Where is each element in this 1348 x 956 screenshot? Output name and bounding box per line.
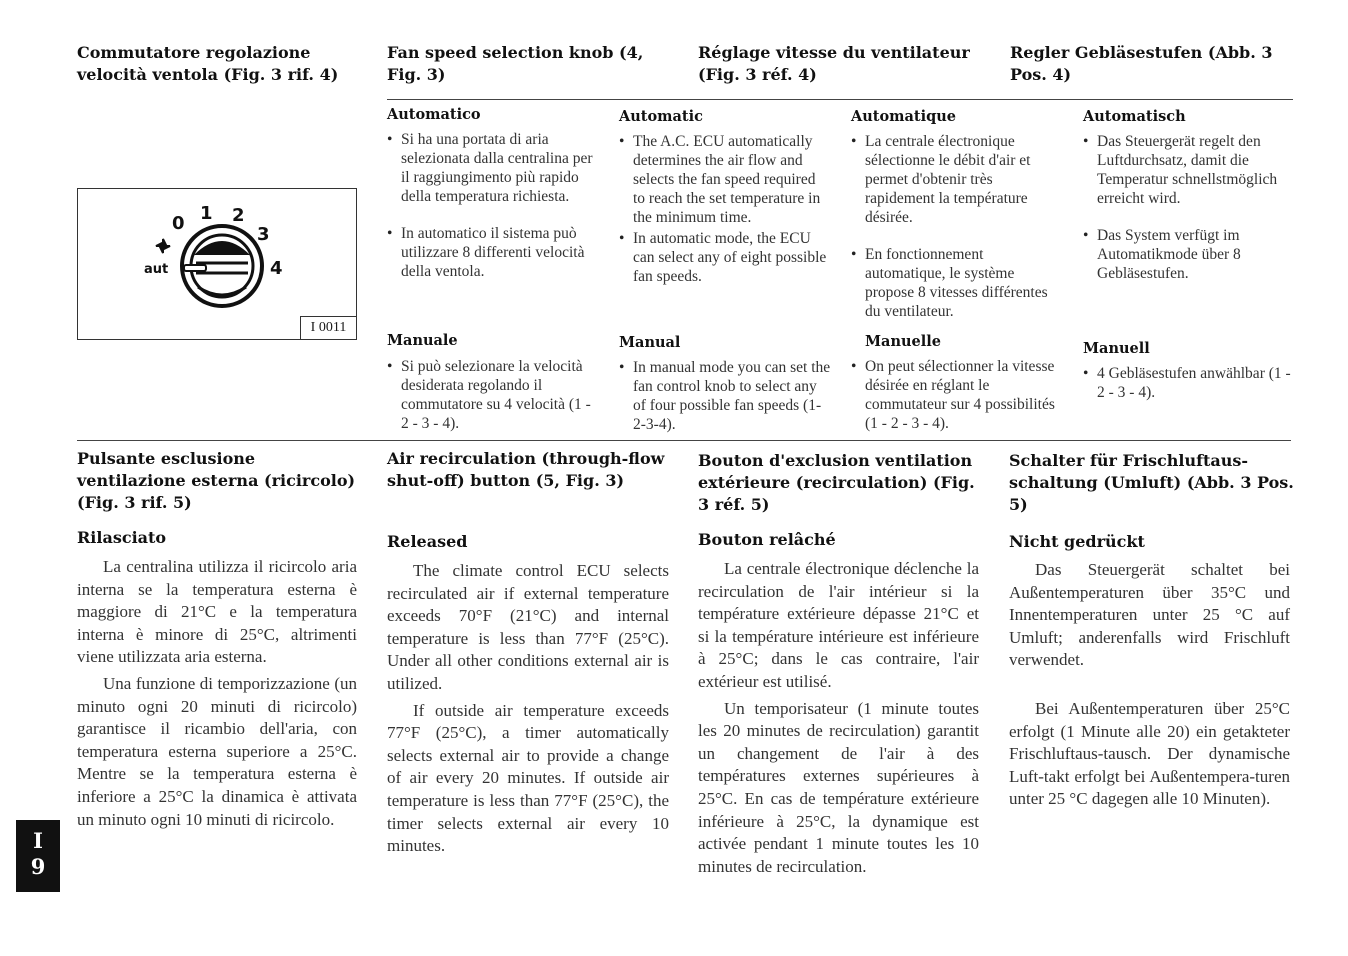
knob-label-2: 2 [232, 205, 245, 226]
heading-fan-speed-it: Commutatore regolazione velocità ventola (Fig. 3 rif. 4) [77, 43, 339, 84]
heading-fan-speed-en: Fan speed selection knob (4, Fig. 3) [387, 43, 644, 84]
automatic-title-de: Automatisch [1083, 108, 1186, 125]
list-item: • In automatic mode, the ECU can select any of eight possible fan speeds. [619, 229, 831, 286]
knob-label-4: 4 [270, 258, 283, 279]
page-tab [16, 820, 60, 892]
automatic-list-it [387, 130, 597, 281]
automatic-list-de [1083, 132, 1295, 283]
heading-recirc-it: Pulsante esclusione ventilazione esterna (ricircolo) (Fig. 3 rif. 5) [77, 449, 356, 512]
body-recirc-en [387, 560, 669, 858]
list-item: • En fonctionnement automatique, le système propose 8 vitesses différentes du ventilateur. [851, 245, 1061, 321]
manual-list-de [1083, 364, 1295, 402]
heading-recirc-de: Schalter für Frischluftaus-schaltung (Umluft) (Abb. 3 Pos. 5) [1009, 451, 1294, 514]
list-item: • The A.C. ECU automatically determines the air flow and selects the fan speed required to reach the set temperature in the minimum time. [619, 132, 831, 227]
body-recirc-it [77, 556, 357, 831]
figure-fan-knob [77, 188, 357, 340]
heading-recirc-en: Air recirculation (through-flow shut-off) button (5, Fig. 3) [387, 449, 665, 490]
manual-list-en [619, 358, 831, 434]
manual-title-en: Manual [619, 334, 681, 351]
knob-label-1: 1 [200, 203, 213, 224]
subtitle-released-fr: Bouton relâché [698, 530, 836, 549]
subtitle-released-de: Nicht gedrückt [1009, 532, 1145, 551]
paragraph: Das Steuergerät schaltet bei Außentemperaturen über 35°C und Innentemperaturen unter 25 °C auf Umluft; anderenfalls wird Frischluft verwendet. [1009, 560, 1290, 670]
knob-label-aut: aut [144, 262, 169, 277]
manual-list-it [387, 357, 597, 433]
page-tab-letter: I [33, 828, 43, 853]
body-recirc-de [1009, 559, 1290, 811]
paragraph: La centrale électronique déclenche la recirculation de l'air intérieur si la température extérieure dépasse 21°C et si la température intérieure est inférieure à 25°C; dans le cas contraire, l'air extérieur est utilisé. [698, 559, 979, 691]
automatic-title-it: Automatico [387, 106, 481, 123]
paragraph: Un temporisateur (1 minute toutes les 20 minutes de recirculation) garantit un changement de l'air à des températures externes supérieures à 25°C. En cas de température extérieure inférieure à 25°C, la dynamique est activée pendant 1 minute toutes les 10 minutes de recirculation. [698, 698, 979, 876]
manual-list-fr [851, 357, 1061, 433]
list-item: • La centrale électronique sélectionne le débit d'air et permet d'obtenir très rapidement la température désirée. [851, 132, 1061, 227]
paragraph: If outside air temperature exceeds 77°F (25°C), a timer automatically selects external air to provide a change of air every 20 minutes. If outside air temperature is less than 77°F (25°C), the timer selects external air every 10 minutes. [387, 700, 669, 856]
page-tab-number: 9 [30, 854, 46, 879]
paragraph: Una funzione di temporizzazione (un minuto ogni 20 minuti di ricircolo) garantisce il ricambio dell'aria, con temperatura esterna superiore a 25°C. Mentre se la temperatura esterna è inferiore a 25°C la dinamica è attivata un minuto ogni 10 minuti di ricircolo. [77, 673, 357, 829]
automatic-list-fr [851, 132, 1061, 321]
manual-title-de: Manuell [1083, 340, 1150, 357]
list-item: • Si ha una portata di aria selezionata dalla centralina per il raggiungimento più rapido della temperatura richiesta. [387, 130, 597, 206]
list-item: • 4 Gebläsestufen anwählbar (1 - 2 - 3 - 4). [1083, 364, 1295, 402]
list-item: • In manual mode you can set the fan control knob to select any of four possible fan speeds (1-2-3-4). [619, 358, 831, 434]
heading-fan-speed-de: Regler Gebläsestufen (Abb. 3 Pos. 4) [1010, 43, 1273, 84]
automatic-list-en [619, 132, 831, 286]
paragraph: La centralina utilizza il ricircolo aria interna se la temperatura esterna è maggiore di 21°C e la temperatura interna è minore di 25°C, altrimenti viene utilizzata aria esterna. [77, 557, 357, 667]
automatic-title-fr: Automatique [851, 108, 957, 125]
figure-label: I 0011 [300, 316, 356, 339]
paragraph: The climate control ECU selects recirculated air if external temperature exceeds 70°F (21°C) and internal temperature is less than 77°F (25°C). Under all other conditions external air is utilized. [387, 561, 669, 693]
list-item: • Si può selezionare la velocità desiderata regolando il commutatore su 4 velocità (1 - 2 - 3 - 4). [387, 357, 597, 433]
automatic-title-en: Automatic [619, 108, 703, 125]
divider-middle [77, 440, 1291, 441]
heading-recirc-fr: Bouton d'exclusion ventilation extérieure (recirculation) (Fig. 3 réf. 5) [698, 451, 975, 514]
manual-title-it: Manuale [387, 332, 458, 349]
list-item: • Das System verfügt im Automatikmode über 8 Gebläsestufen. [1083, 226, 1295, 283]
list-item: • On peut sélectionner la vitesse désirée en réglant le commutateur sur 4 possibilités (1 - 2 - 3 - 4). [851, 357, 1061, 433]
subtitle-released-en: Released [387, 532, 468, 551]
divider-top [387, 99, 1293, 100]
body-recirc-fr [698, 558, 979, 878]
list-item: • Das Steuergerät regelt den Luftdurchsatz, damit die Temperatur schnellstmöglich erreicht wird. [1083, 132, 1295, 208]
list-item: • In automatico il sistema può utilizzare 8 differenti velocità della ventola. [387, 224, 597, 281]
fan-symbol-icon [156, 239, 170, 253]
manual-title-fr: Manuelle [865, 333, 941, 350]
paragraph: Bei Außentemperaturen über 25°C erfolgt (1 Minute alle 20) ein getakteter Frischluftaus-tausch. Der dynamische Luft-takt erfolgt bei Außentempera-turen unter 25 °C dagegen alle 10 Minuten). [1009, 698, 1290, 809]
heading-fan-speed-fr: Réglage vitesse du ventilateur (Fig. 3 réf. 4) [698, 43, 970, 84]
subtitle-released-it: Rilasciato [77, 528, 167, 547]
knob-label-3: 3 [257, 224, 270, 245]
knob-label-0: 0 [172, 213, 185, 234]
